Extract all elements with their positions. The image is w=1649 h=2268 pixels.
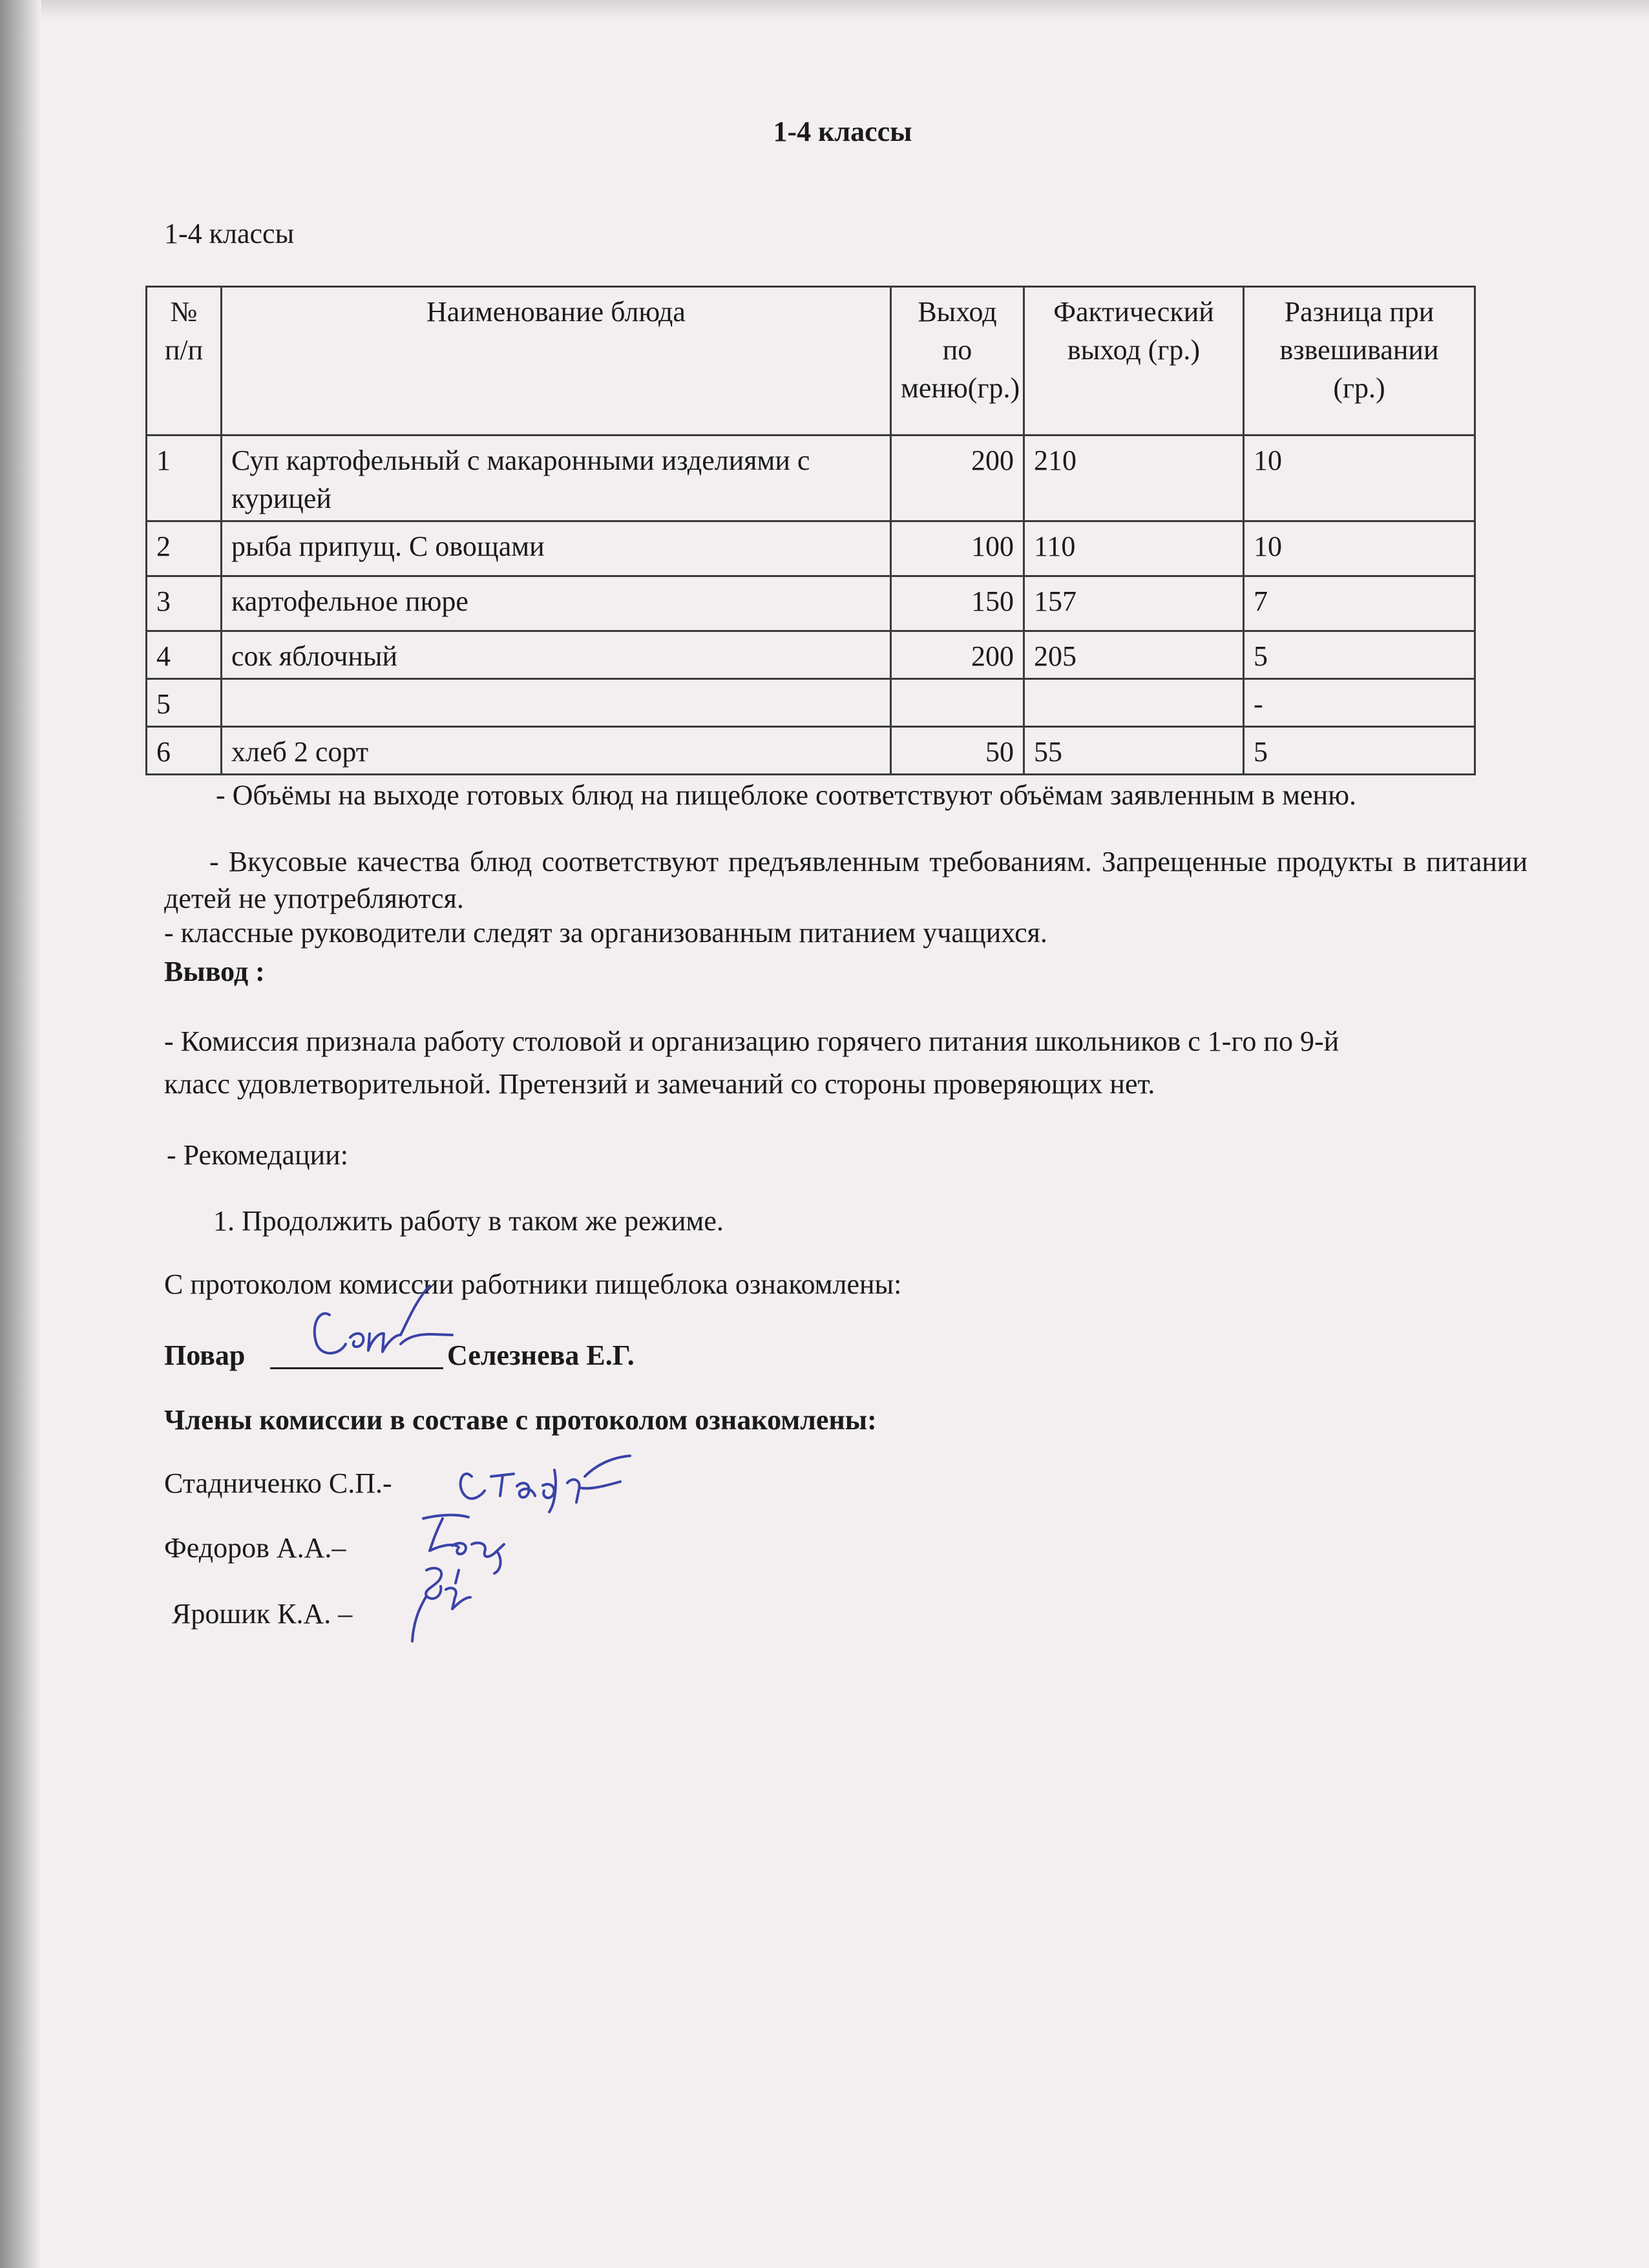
cook-label: Повар [164,1339,246,1371]
cook-signature [304,1279,459,1376]
row-menu-output: 200 [891,436,1024,521]
table-row [147,679,1475,727]
row-actual-output: 205 [1024,631,1244,679]
row-number: 2 [147,521,222,576]
row-difference: - [1244,679,1475,727]
row-difference: 5 [1244,727,1475,775]
row-number: 5 [147,679,222,727]
row-actual-output: 210 [1024,436,1244,521]
taste-statement: - Вкусовые качества блюд соответствуют предъявленным требованиям. Запрещенные продукты в питании детей не употребляются. [164,846,1528,914]
row-menu-output: 200 [891,631,1024,679]
header-menu-output: Выход по меню(гр.) [891,287,1024,436]
header-number: № п/п [147,287,222,436]
row-difference: 10 [1244,521,1475,576]
table-row [147,631,1475,679]
row-actual-output [1024,679,1244,727]
staff-acknowledgement: С протоколом комиссии работники пищеблока ознакомлены: [164,1268,902,1300]
row-number: 3 [147,576,222,631]
row-difference: 5 [1244,631,1475,679]
commission-member-2: Федоров А.А.– [164,1532,346,1564]
member-1-signature [452,1431,646,1515]
row-dish-name: сок яблочный [222,631,891,679]
table-row [147,576,1475,631]
table-row [147,727,1475,775]
row-dish-name: Суп картофельный с макаронными изделиями с курицей [222,436,891,521]
document-subtitle: 1-4 классы [164,218,295,249]
commission-member-3: Ярошик К.А. – [172,1598,353,1630]
conclusion-label: Вывод : [164,956,265,987]
commission-member-1: Стадниченко С.П.- [164,1467,392,1499]
menu-weight-table [145,286,1476,775]
table-header-row [147,287,1475,436]
teachers-statement: - классные руководители следят за организованным питанием учащихся. [164,917,1047,949]
row-actual-output: 110 [1024,521,1244,576]
recommendations-label: - Рекомедации: [167,1139,348,1171]
conclusion-line-2: класс удовлетворительной. Претензий и замечаний со стороны проверяющих нет. [164,1068,1155,1100]
table-row [147,436,1475,521]
row-menu-output [891,679,1024,727]
scan-top-shade [41,0,1649,19]
row-difference: 10 [1244,436,1475,521]
recommendation-item-1: 1. Продолжить работу в таком же режиме. [213,1205,724,1237]
row-dish-name: рыба припущ. С овощами [222,521,891,576]
row-menu-output: 50 [891,727,1024,775]
row-number: 4 [147,631,222,679]
cook-name: Селезнева Е.Г. [447,1339,635,1371]
conclusion-line-1: - Комиссия признала работу столовой и организацию горячего питания школьников с 1-го по 9-й [164,1025,1339,1057]
scan-left-edge [0,0,41,2268]
row-menu-output: 150 [891,576,1024,631]
volumes-statement: - Объёмы на выходе готовых блюд на пищеблоке соответствуют объёмам заявленным в меню. [216,779,1356,811]
row-number: 6 [147,727,222,775]
row-actual-output: 157 [1024,576,1244,631]
header-dish-name: Наименование блюда [222,287,891,436]
header-actual-output: Фактический выход (гр.) [1024,287,1244,436]
member-3-signature [388,1557,491,1654]
row-dish-name [222,679,891,727]
row-actual-output: 55 [1024,727,1244,775]
row-dish-name: картофельное пюре [222,576,891,631]
table-row [147,521,1475,576]
row-dish-name: хлеб 2 сорт [222,727,891,775]
document-title: 1-4 классы [773,116,912,147]
header-weight-difference: Разница при взвешивании (гр.) [1244,287,1475,436]
row-menu-output: 100 [891,521,1024,576]
row-number: 1 [147,436,222,521]
row-difference: 7 [1244,576,1475,631]
commission-heading: Члены комиссии в составе с протоколом ознакомлены: [164,1404,877,1436]
